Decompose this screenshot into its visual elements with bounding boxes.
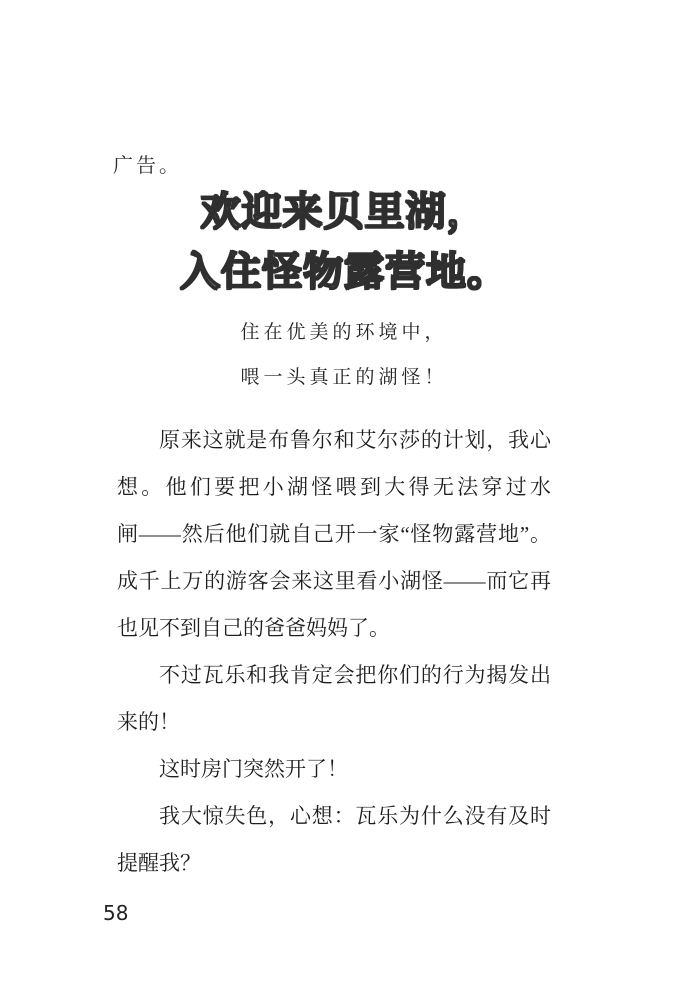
body-text-line: 成千上万的游客会来这里看小湖怪——而它再 <box>117 569 551 593</box>
body-text-line: 提醒我？ <box>117 851 201 875</box>
ad-headline-line-1: 欢迎来贝里湖， <box>200 189 488 234</box>
ad-tagline <box>0 310 688 400</box>
ad-tagline-line-2: 喂一头真正的湖怪！ <box>240 367 448 388</box>
body-text-line: 这时房门突然开了！ <box>159 757 348 781</box>
body-text <box>117 417 551 887</box>
body-text-line: 不过瓦乐和我肯定会把你们的行为揭发出 <box>159 663 551 687</box>
page-number: 58 <box>103 901 129 925</box>
body-text-line: 也见不到自己的爸爸妈妈了。 <box>117 616 390 640</box>
paragraph <box>117 793 551 887</box>
body-text-line: 来的！ <box>117 710 180 734</box>
ad-intro-label: 广告。 <box>113 155 182 177</box>
body-text-line: 我大惊失色，心想：瓦乐为什么没有及时 <box>159 804 551 828</box>
body-text-line: 闸——然后他们就自己开一家“怪物露营地”。 <box>117 522 551 546</box>
ad-tagline-line-1: 住在优美的环境中， <box>240 322 448 343</box>
paragraph <box>117 746 551 793</box>
paragraph <box>117 417 551 652</box>
body-text-line: 原来这就是布鲁尔和艾尔莎的计划，我心 <box>159 428 551 452</box>
paragraph <box>117 652 551 746</box>
ad-headline <box>0 182 688 302</box>
ad-headline-line-2: 入住怪物露营地。 <box>180 249 508 294</box>
body-text-line: 想。他们要把小湖怪喂到大得无法穿过水 <box>117 475 551 499</box>
